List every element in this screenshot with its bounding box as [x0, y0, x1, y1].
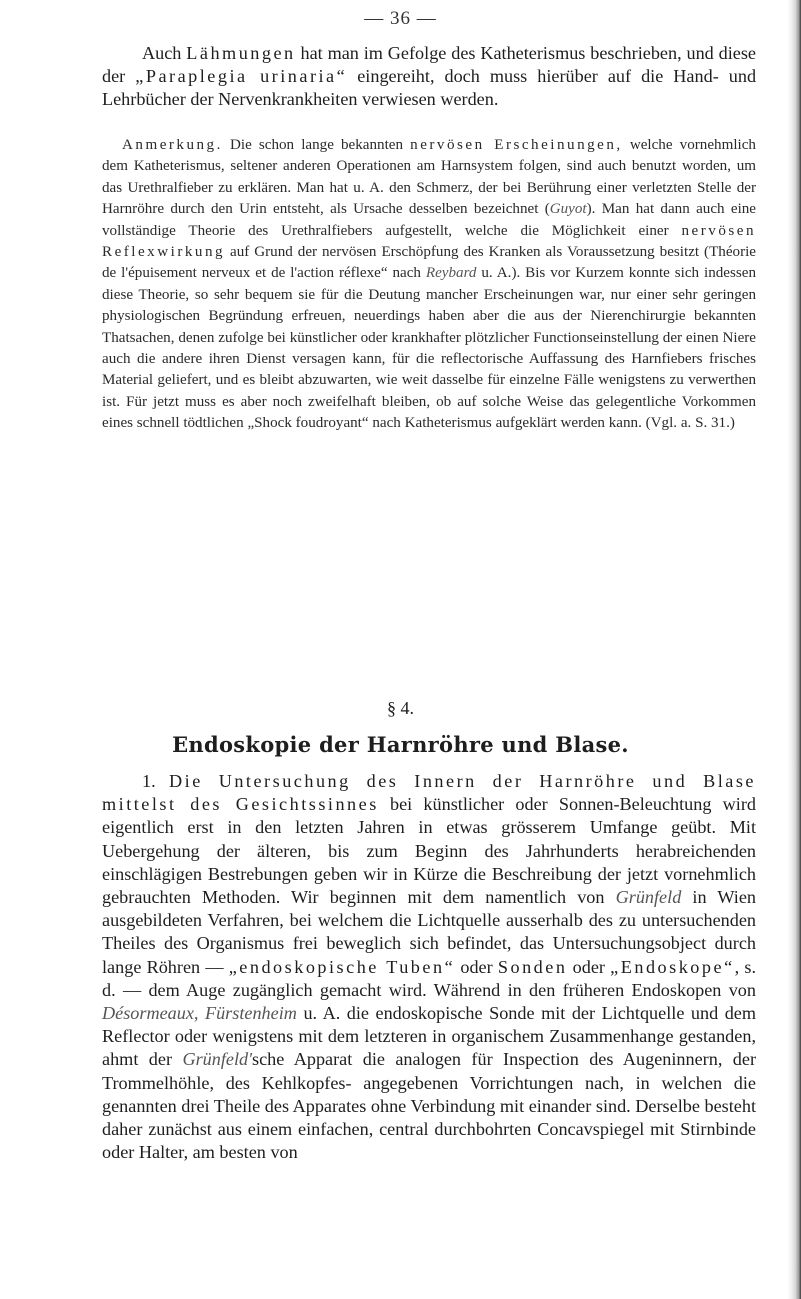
annotation-paragraph: Anmerkung. Die schon lange bekannten nervösen Erscheinungen, welche vornehmlich dem Katheterismus, seltener anderen Operationen am Harnsystem folgen, sind auch benutzt worden, um das Urethralfieber zu erklären. Man hat u. A. den Schmerz, der bei Berührung einer verletzten Stelle der Harnröhre durch den Urin entsteht, als Ursache desselben bezeichnet (Guyot). Man hat dann auch eine vollständige Theorie des Urethralfiebers aufgestellt, welche die Möglichkeit einer nervösen Reflexwirkung auf Grund der nervösen Erschöpfung des Kranken als Voraussetzung besitzt (Théorie de l'épuisement nerveux et de l'action réflexe“ nach Reybard u. A.). Bis vor Kurzem konnte sich indessen diese Theorie, so sehr bequem sie für die Deutung mancher Erscheinungen war, nur einer sehr geringen physiologischen Begründung erfreuen, neuerdings haben aber die aus der Nierenchirurgie bekannten Thatsachen, denen zufolge bei künstlicher oder krankhafter plötzlicher Functionseinstellung der einen Niere auch die andere ihren Dienst versagen kann, für die reflectorische Auffassung des Harnfiebers frisches Material geliefert, und es bleibt abzuwarten, wie weit dasselbe für einzelne Fälle wenigstens zu verwerthen ist. Für jetzt muss es aber noch zweifelhaft bleiben, ob auf solche Weise das gelegentliche Vorkommen eines schnell tödtlichen „Shock foudroyant“ nach Katheterismus aufgeklärt werden kann. (Vgl. a. S. 31.): [102, 137, 757, 432]
term-reflexwirkung: nervösen Reflexwirkung: [102, 222, 756, 261]
author-gruenfeld-2: Grünfeld': [182, 1049, 252, 1070]
authors-desormeaux-fuerstenheim: Désormeaux, Fürstenheim: [102, 1003, 297, 1024]
note-label: Anmerkung.: [122, 137, 223, 153]
author-gruenfeld: Grünfeld: [615, 887, 682, 908]
section-heading: Endoskopie der Harnröhre und Blase.: [172, 732, 629, 757]
page-number: — 36 —: [364, 8, 437, 29]
term-endoskope: „Endoskope“: [610, 956, 735, 977]
term-sonden: Sonden: [497, 956, 568, 977]
author-guyot: Guyot: [549, 201, 587, 218]
term-untersuchung: Die Untersuchung des Innern der Harnröhre und Blase mittelst des Gesichtssinnes: [102, 771, 756, 815]
term-paraplegia: „Paraplegia urinaria“: [135, 66, 348, 87]
term-laehmungen: Lähmungen: [186, 43, 296, 63]
page-edge-shadow: [787, 0, 801, 1299]
section-number: § 4.: [387, 698, 414, 718]
body-paragraph: 1. Die Untersuchung des Innern der Harnröhre und Blase mittelst des Gesichtssinnes bei künstlicher oder Sonnen-Beleuchtung wird eigentlich erst in den letzten Jahren in etwas grösserem Umfange geübt. Mit Uebergehung der älteren, bis zum Beginn des Jahrhunderts herabreichenden einschlägigen Bestrebungen geben wir in Kürze die Beschreibung der jetzt vornehmlich gebrauchten Methoden. Wir beginnen mit dem namentlich von Grünfeld in Wien ausgebildeten Verfahren, bei welchem die Lichtquelle ausserhalb des zu untersuchenden Theiles des Organismus frei beweglich sich befindet, das Untersuchungsobject durch lange Röhren — „endoskopische Tuben“ oder Sonden oder „Endoskope“, s. d. — dem Auge zugänglich gemacht wird. Während in den früheren Endoskopen von Désormeaux, Fürstenheim u. A. die endoskopische Sonde mit der Lichtquelle und dem Reflector oder wenigstens mit dem letzteren in organischem Zusammenhange gestanden, ahmt der Grünfeld'sche Apparat die analogen für Inspection des Augeninnern, der Trommelhöhle, des Kehlkopfes- angegebenen Vorrichtungen nach, in welchen die genannten drei Theile des Apparates ohne Verbindung mit einander sind. Derselbe besteht daher zunächst aus einem einfachen, central durchbohrten Concavspiegel mit Stirnbinde oder Halter, am besten von: [102, 771, 757, 1163]
term-nervoese-erscheinungen: nervösen Erscheinungen,: [410, 137, 623, 153]
author-reybard: Reybard: [425, 265, 477, 282]
intro-paragraph: Auch Lähmungen hat man im Gefolge des Katheterismus beschrieben, und diese der „Paraplegia urinaria“ eingereiht, doch muss hierüber auf die Hand- und Lehrbücher der Nervenkrankheiten verwiesen werden.: [102, 43, 757, 110]
term-endoskopische-tuben: „endoskopische Tuben“: [228, 956, 456, 977]
